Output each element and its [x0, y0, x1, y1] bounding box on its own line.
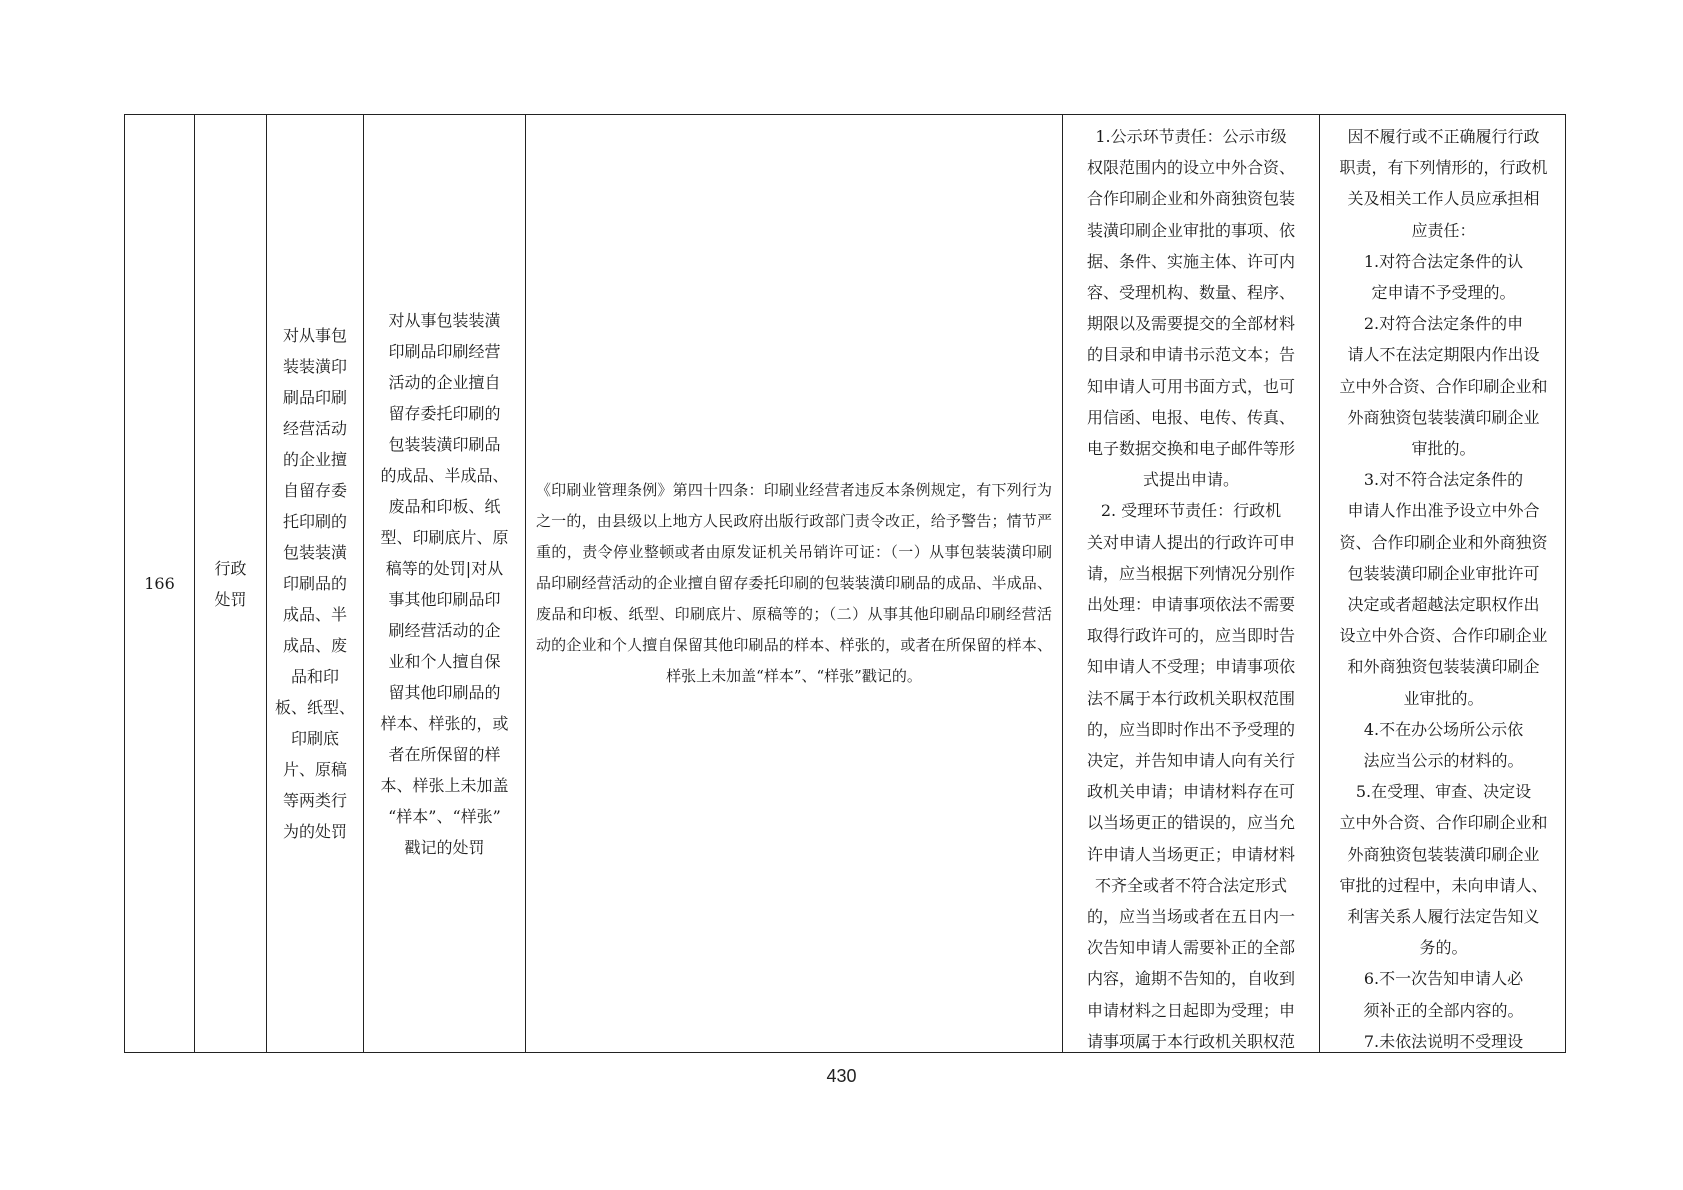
cell-item-name: [267, 115, 364, 1052]
cell-legal-basis: [526, 115, 1063, 1052]
row-number: 166: [144, 574, 175, 593]
table-frame: [124, 114, 1566, 1053]
item-name: 对从事包 装装潢印 刷品印刷 经营活动 的企业擅 自留存委 托印刷的 包装装潢 印刷品的 成品、半 成品、废 品和印 板、纸型、 印刷底 片、原稿 等两类行 为的处罚: [274, 326, 355, 841]
cell-number: [125, 115, 195, 1052]
cell-type: [195, 115, 267, 1052]
responsibility-text: 1.公示环节责任：公示市级 权限范围内的设立中外合资、 合作印刷企业和外商独资包装 装潢印刷企业审批的事项、依 据、条件、实施主体、许可内 容、受理机构、数量、程序、 期限以及需要提交的全部材料 的目录和申请书示范文本；告 知申请人可用书面方式，也可 用信函、电报、电传、传真、 电子数据交换和电子邮件等形 式提出申请。 2. 受理环节责任：行政机 关对申请人提出的行政许可申 请，应当根据下列情况分别作 出处理：申请事项依法不需要 取得行政许可的，应当即时告 知申请人不受理；申请事项依 法不属于本行政机关职权范围 的，应当即时作出不予受理的 决定，并告知申请人向有关行 政机关申请；申请材料存在可 以当场更正的错误的，应当允 许申请人当场更正；申请材料 不齐全或者不符合法定形式 的，应当当场或者在五日内一 次告知申请人需要补正的全部 内容，逾期不告知的，自收到 申请材料之日起即为受理；申 请事项属于本行政机关职权范: [1086, 127, 1295, 1051]
cell-responsibility: [1063, 115, 1320, 1052]
sub-item: 对从事包装装潢 印刷品印刷经营 活动的企业擅自 留存委托印刷的 包装装潢印刷品 的成品、半成品、 废品和印板、纸 型、印刷底片、原 稿等的处罚|对从 事其他印刷品印 刷经营活动的企 业和个人擅自保 留其他印刷品的 样本、样张的，或 者在所保留的样 本、样张上未加盖 “样本”、“样张” 戳记的处罚: [380, 310, 509, 857]
power-type: 行政 处罚: [214, 558, 247, 609]
cell-accountability: [1320, 115, 1567, 1052]
page-number: 430: [826, 1066, 857, 1086]
legal-basis: 《印刷业管理条例》第四十四条：印刷业经营者违反本条例规定，有下列行为之一的，由县级以上地方人民政府出版行政部门责令改正，给予警告；情节严重的，责令停业整顿或者由原发证机关吊销许可证：（一）从事包装装潢印刷品印刷经营活动的企业擅自留存委托印刷的包装装潢印刷品的成品、半成品、废品和印板、纸型、印刷底片、原稿等的；（二）从事其他印刷品印刷经营活动的企业和个人擅自保留其他印刷品的样本、样张的，或者在所保留的样本、样张上未加盖“样本”、“样张”戳记的。: [536, 481, 1052, 685]
accountability-text: 因不履行或不正确履行行政 职责，有下列情形的，行政机 关及相关工作人员应承担相 应责任： 1.对符合法定条件的认 定申请不予受理的。 2.对符合法定条件的申 请人不在法定期限内作出设 立中外合资、合作印刷企业和 外商独资包装装潢印刷企业 审批的。 3.对不符合法定条件的 申请人作出准予设立中外合 资、合作印刷企业和外商独资 包装装潢印刷企业审批许可 决定或者超越法定职权作出 设立中外合资、合作印刷企业 和外商独资包装装潢印刷企 业审批的。 4.不在办公场所公示依 法应当公示的材料的。 5.在受理、审查、决定设 立中外合资、合作印刷企业和 外商独资包装装潢印刷企业 审批的过程中，未向申请人、 利害关系人履行法定告知义 务的。 6.不一次告知申请人必 须补正的全部内容的。 7.未依法说明不受理设: [1339, 127, 1548, 1051]
cell-sub-item: [364, 115, 526, 1052]
